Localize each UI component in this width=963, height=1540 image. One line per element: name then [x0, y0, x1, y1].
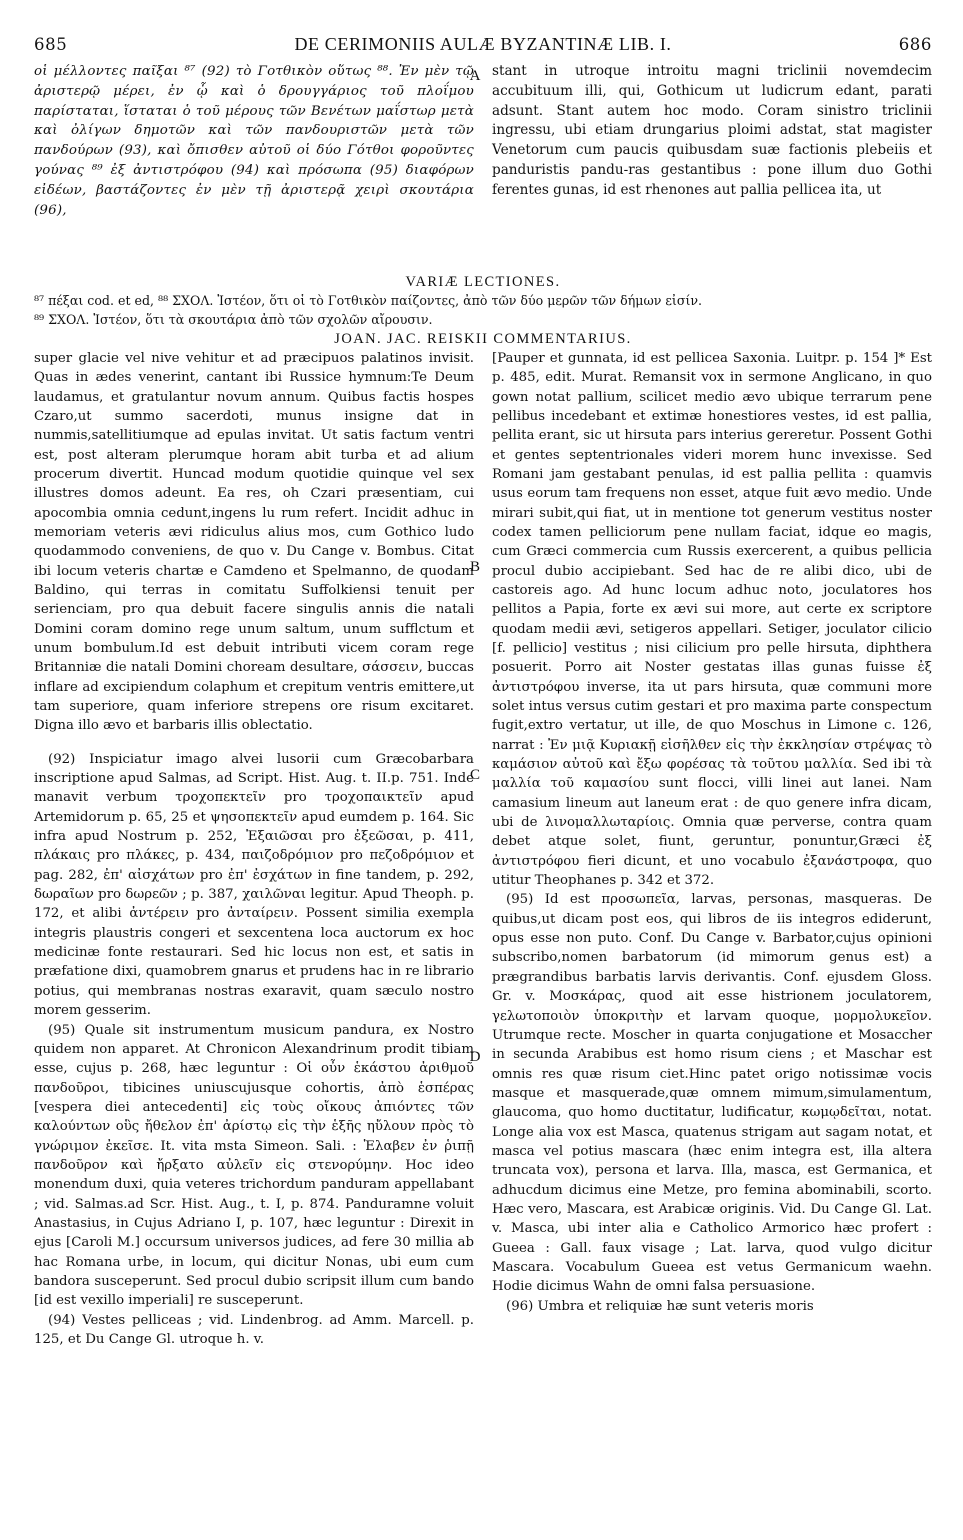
commentary-left-column: [34, 349, 474, 1350]
commentary-paragraph: super glacie vel nive vehitur et ad præcipuos palatinos invisit. Quas in ædes venerint, cantant ibi Russice hymnum:Te Deum laudamus, et gratulantur novum annum. Quibus factis hospes Czaro,ut summo sacerdoti, munus insigne dat in nummis,satellitiumque ad epulas invitat. Ut satis factum ventri est, post alteram plerumque horam abit turba et ad alium procerum divertit. Huncad modum quotidie quinque vel sex illustres domos adeunt. Ea res, oh Czari præsentiam, cui apocombia omnia cedunt,ingens lu rum refert. Incidit adhuc in memoriam veteris ævi ridiculus alius mos, cum Gothico ludo quodammodo conveniens, de quo v. Du Cange v. Bombus. Citat ibi locum veteris chartæ e Camdeno et Spelmanno, de quodam Baldino, qui terras in comitatu Suffolkiensi tenuit per serienciam, pro qua debuit facere singulis annis die natali Domini coram domino rege unum saltum, unum sufflctum et unum bombulum.Id est debuit intributi vicem coram rege Britanniæ die natali Domini choream desultare, σάσσειν, buccas inflare ad excipiendum colaphum et crepitum ventris emittere,ut tam superiore, quam inferiore strepens ore risum excitaret. Digna illo ævo et barbaris illis oblectatio.: [34, 350, 474, 734]
commentary-paragraph: (95) Id est προσωπεῖα, larvas, personas, masqueras. De quibus,ut dicam post eos, qui libros de iis integros ediderunt, opus esse non puto. Conf. Du Cange v. Barbator,cujus opinioni subscribo,nomen barbatorum (id mimorum genus est) a prægrandibus barbatis larvis derivantis. Conf. ejusdem Gloss. Gr. v. Μοσκάρας, quod ait esse histrionem joculatorem, γελωτοποιὸν ὑποκριτὴν et larvam quoque, μορμολυκεῖον. Utrumque recte. Moscher in quarta conjugatione et Mosaccher in secunda Arabibus est homo risum ciens ; et Maschar est omnis res quæ risum ciet.Hinc patet origo notissimæ vocis masque et masquerade,quæ omnem mimum,simulamentum, glaucoma, quo homo ductitatur, ludificatur, κωμῳδεῖται, notat. Longe alia vox est Masca, quatenus strigam aut sagam notat, et masca vel potius mascara (hæc enim integra est, illa altera truncata vox), persona et larva. Illa, masca, est Germanica, et adhucdum dicimus eine Metze, pro femina abominabili, scorto. Hæc vero, Mascara, est Arabicæ originis. Vid. Du Cange Gl. Lat. v. Masca, ubi inter alia e Catholico Armorico hæc profert : Gueea : Gall. faux visage ; Lat. larva, quod vulgo dicitur Mascara. Vocabulum Gueea est vetus Germanicum waehn. Hodie dicimus Wahn de omni falsa persuasione.: [492, 892, 932, 1295]
variae-heading: VARIÆ LECTIONES.: [405, 274, 561, 290]
greek-text: οἱ μέλλοντες παῖξαι ⁸⁷ (92) τὸ Γοτθικὸν οὕτως ⁸⁸. Ἐν μὲν τῷ ἀριστερῷ μέρει, ἐν ᾧ καὶ ὁ δρουγγάριος τοῦ πλοΐμου παρίσταται, ἵσταται ὁ τοῦ μέρους τῶν Βενέτων μαΐστωρ μετὰ καὶ ὀλίγων δημοτῶν καὶ τῶν πανδουριστῶν μετὰ τῶν πανδούρων (93), καὶ ὄπισθεν αὐτοῦ οἱ δύο Γότθοι φοροῦντες γούνας ⁸⁹ ἐξ ἀντιστρόφου (94) καὶ πρόσωπα (95) διαφόρων εἰδέων, βαστάζοντες ἐν μὲν τῇ ἀριστερᾷ χειρὶ σκουτάρια (96),: [34, 64, 474, 218]
margin-letter-d: D: [469, 1048, 481, 1065]
commentary-paragraph: (95) Quale sit instrumentum musicum pandura, ex Nostro quidem non apparet. At Chronicon Alexandrinum prodit tibiam esse, cujus p. 268, hæc leguntur : Οἱ οὖν ἑκάστου ἀριθμοῦ πανδοῦροι, tibicines uniuscujusque cohortis, ἀπὸ ἑσπέρας [vespera diei antecedenti] εἰς τοὺς οἴκους ἀπιόντες τῶν καλούντων οὓς ἤθελον ἐπ' ἀρίστῳ εἰς τὴν ἑξῆς ηὔλουν πρὸς τὸ γνώριμον ἐκεῖσε. It. vita msta Simeon. Sali. : Ἐλαβεν ἐν ῥιπῇ πανδοῦρον καὶ ἤρξατο αὐλεῖν εἰς στενορύμην. Hoc ideo monendum duxi, quia veteres trichordum panduram appellabant ; vid. Salmas.ad Scr. Hist. Aug., t. I, p. 874. Panduramne voluit Anastasius, in Cujus Adriano I, p. 107, hæc leguntur : Direxit in ejus [Caroli M.] occursum universos judices, ad fere 30 millia ab hac Romana urbe, in locum, qui dicitur Nonas, ubi eum cum bandora susceperunt. Sed procul dubio scripsit illum cum bando [id est vexillo imperiali] re susceperunt.: [34, 1022, 474, 1309]
commentary-paragraph: (94) Vestes pelliceas ; vid. Lindenbrog. ad Amm. Marcell. p. 125, et Du Cange Gl. utroque h. v.: [34, 1312, 474, 1347]
page-number-right: 686: [898, 35, 932, 54]
variae-line-1: ⁸⁷ πέξαι cod. et ed, ⁸⁸ ΣΧΟΛ. Ἰστέον, ὅτι οἱ τὸ Γοτθικὸν παίζοντες, ἀπὸ τῶν δύο μερῶν τῶν δήμων εἰσίν.: [34, 293, 703, 308]
commentary-paragraph: (96) Umbra et reliquiæ hæ sunt veteris moris: [506, 1298, 814, 1314]
commentary-right-column: [492, 349, 932, 1350]
greek-column: [34, 62, 474, 272]
variae-line-2: ⁸⁹ ΣΧΟΛ. Ἰστέον, ὅτι τὰ σκουτάρια ἀπὸ τῶν σχολῶν αἴρουσιν.: [34, 312, 433, 328]
commentary-heading: JOAN. JAC. REISKII COMMENTARIUS.: [334, 330, 632, 347]
commentary-block: [34, 349, 932, 1350]
margin-letter-c: C: [469, 766, 480, 783]
running-header: [34, 34, 932, 62]
commentary-paragraph: [Pauper et gunnata, id est pellicea Saxonia. Luitpr. p. 154 ]* Est p. 485, edit. Murat. Remansit vox in sermone Anglicano, in quo gown notat pallium, scilicet medio ævo ubique terrarum pene pellibus incedebant et extimæ honestiores vestes, id est pallia, pellita erant, sic ut hirsuta pars interius gereretur. Possent Gothi et gentes septentrionales videri morem hunc invexisse. Sed Romani jam gestabant penulas, id est pallia pellita : quamvis usus eorum tam frequens non esset, atque fuit ævo medio. Unde mirari subit,qui fiat, ut in mentione tot generum vestitus noster codex tamen pelliciorum pene nullam faciat, idque eo magis, cum Græci commercia cum Russis exercerent, a quibus pellicia procul dubio accipiebant. Sed hac de re alibi dico, ubi de castoreis ago. Ad hunc locum adhuc noto, joculatores hos pellitos a Papia, forte ex ævi sui more, aut certe ex scriptore quodam medii ævi, setigeros appellari. Setiger, joculator cilicio [f. pellicio] vestitus ; nisi cilicium pro pelle hirsuta, diphthera posuerit. Porro ait Noster gestatas illas gunas fuisse ἐξ ἀντιστρόφου inverse, ita ut pars hirsuta, quæ communi more solet intus versus cutim gestari et pro maxima parte conspectum fugit,extro vertatur, ut ille, de quo Moschus in Limone c. 126, narrat : Ἐν μιᾷ Κυριακῇ εἰσῆλθεν εἰς τὴν ἐκκλησίαν στρέψας τὸ καμάσιον αὐτοῦ καὶ ἔξω φορέσας τὰ τοῦτου μαλλία. Sed ibi τὰ μαλλία τοῦ καμασίου sunt flocci, villi linei aut lanei. Nam camasium lineum aut laneum erat : de quo genere infra dicam, ubi de λινομαλλωταρίοις. Omnia quæ perverse, contra quam debet atque solet, fiunt, geruntur, ponuntur,Græci ἐξ ἀντιστρόφου fieri dicunt, et uno vocabulo ἐξανάστροφα, quo utitur Theophanes p. 342 et 372.: [492, 350, 932, 889]
latin-text: stant in utroque introitu magni triclinii novemdecim accubituum illi, qui, Gothicum ut ludicrum edant, parati adsunt. Stant autem hoc modo. Coram sinistro triclinii ingressu, ubi etiam drungarius ploimi adstat, stat magister Venetorum cum paucis quibusdam suæ factionis plebeiis et panduristis pandu-ras gestantibus : pone illum duo Gothi ferentes gunas, id est rhenones aut pallia pellicea ita, ut: [492, 63, 932, 198]
margin-letter-b: B: [469, 558, 480, 575]
document-page: [34, 34, 932, 1520]
margin-letter-a: A: [469, 68, 481, 84]
latin-column: [492, 62, 932, 272]
commentary-paragraph: (92) Inspiciatur imago alvei lusorii cum Græcobarbara inscriptione apud Salmas, ad Script. Hist. Aug. t. II.p. 751. Inde manavit verbum τροχοπεκτεῖν pro τροχοπαικτεῖν apud Artemidorum p. 65, 25 et ψησοπεκτεῖν apud eumdem p. 164. Sic infra apud Nostrum p. 252, Ἐξαιῶσαι pro ἐξεῶσαι, p. 411, πλάκαις pro πλάκες, p. 434, παιζοδρόμιον pro πεζοδρόμιον et pag. 282, ἐπ' αἰσχάτων pro ἐπ' ἐσχάτων in fine tandem, p. 292, δωραῖων pro δωρεῶν ; p. 387, χαιλῶναι legitur. Apud Theoph. p. 172, et alibi ἀντέρειν pro ἀνταίρειν. Possent similia exempla integris plaustris congeri et sexcentena loca auctorum ex hoc medicinæ fonte restaurari. Sed hic locus non est, et satis in præfatione dixi, quamobrem gnarus et prudens hac in re librario potius, qui membranas nostras exaravit, quam sæculo nostro morem gesserim.: [34, 751, 474, 1019]
running-title: DE CERIMONIIS AULÆ BYZANTINÆ LIB. I.: [294, 34, 672, 54]
page-number-left: 685: [34, 35, 68, 54]
main-text-block: [34, 62, 932, 272]
